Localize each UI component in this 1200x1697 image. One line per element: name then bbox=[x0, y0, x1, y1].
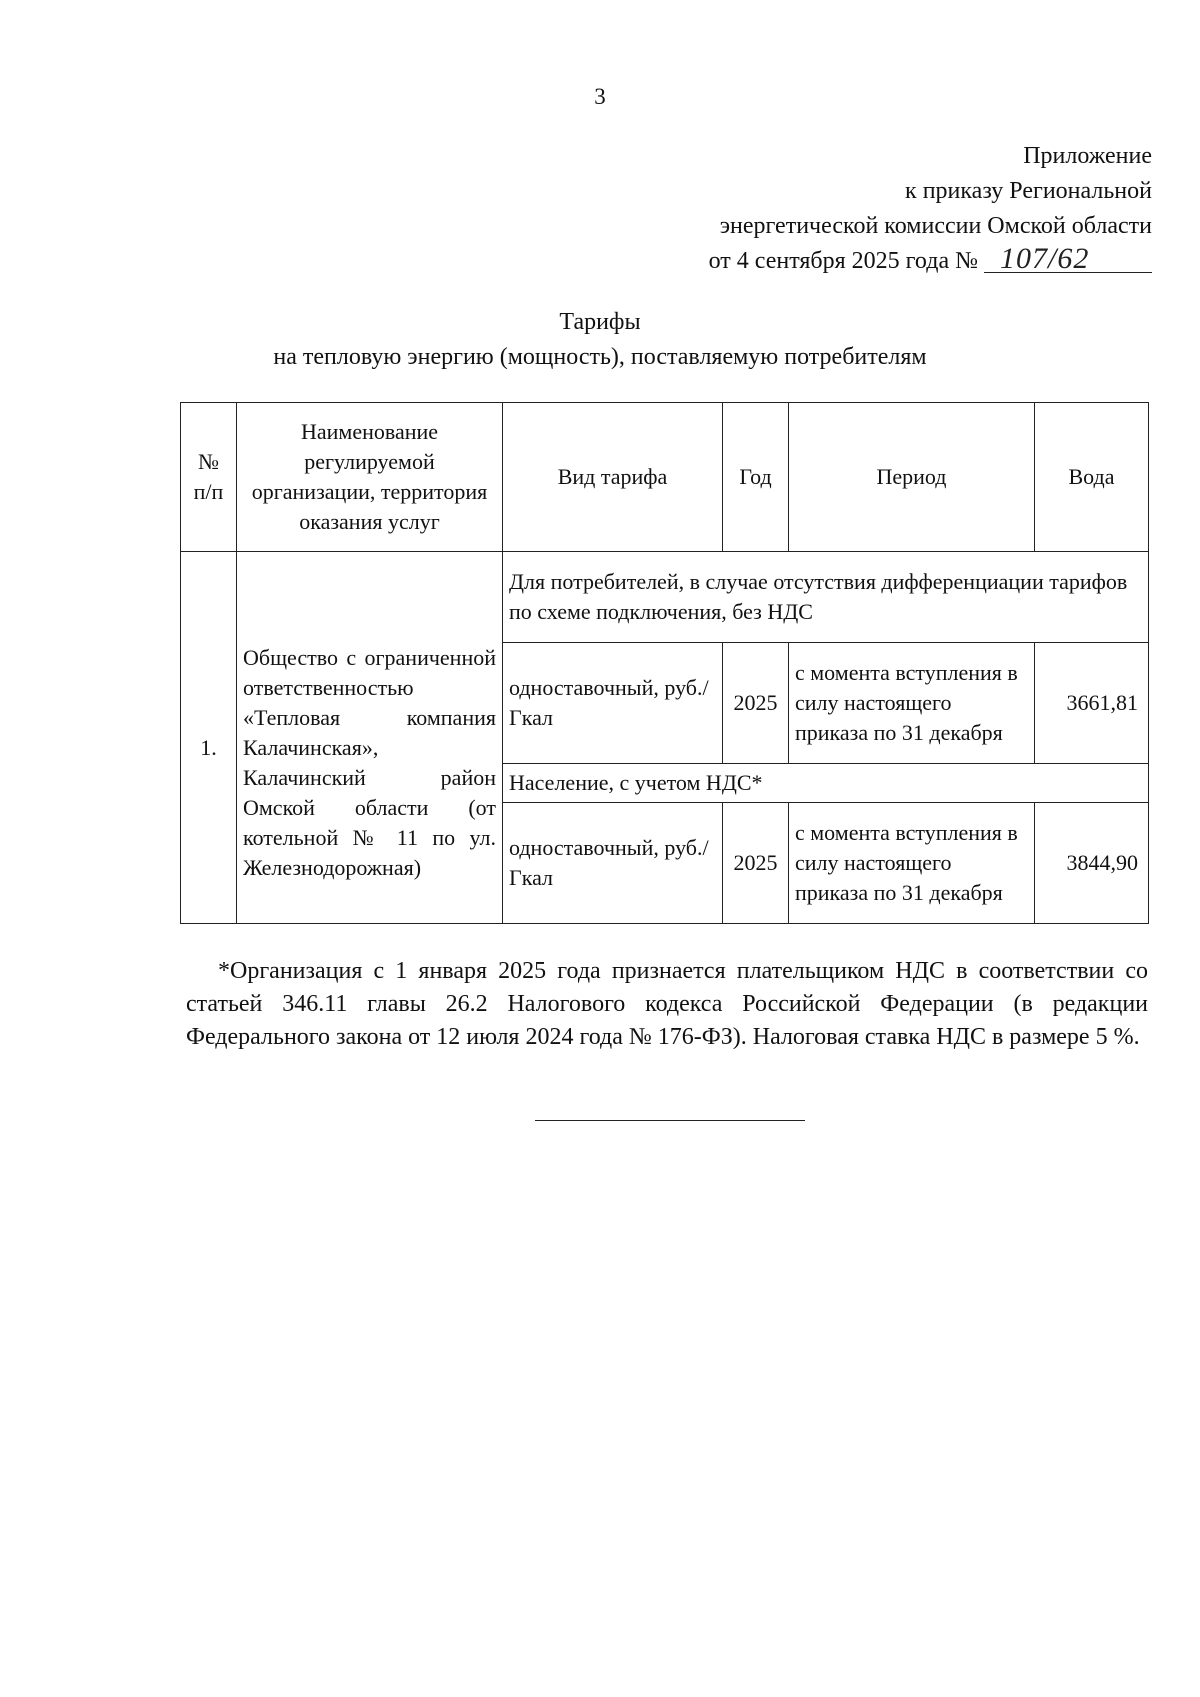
table-header-row bbox=[181, 403, 1149, 552]
header-year: Год bbox=[723, 403, 789, 552]
appendix-commission: энергетической комиссии Омской области bbox=[719, 213, 1152, 239]
tariff-period: с момента вступления в силу настоящего приказа по 31 декабря bbox=[789, 803, 1035, 924]
appendix-order-ref: к приказу Региональной bbox=[905, 178, 1152, 204]
header-organization: Наименование регулируемой организации, территория оказания услуг bbox=[237, 403, 503, 552]
tariff-year: 2025 bbox=[723, 643, 789, 764]
header-period: Период bbox=[789, 403, 1035, 552]
section-title: Население, с учетом НДС* bbox=[503, 764, 1149, 803]
tariff-value: 3844,90 bbox=[1035, 803, 1149, 924]
appendix-date-line bbox=[709, 244, 1152, 279]
section-title: Для потребителей, в случае отсутствия дифференциации тарифов по схеме подключения, без НДС bbox=[503, 552, 1149, 643]
row-number: 1. bbox=[181, 552, 237, 924]
appendix-label: Приложение bbox=[1023, 143, 1152, 169]
page-number: 3 bbox=[594, 84, 606, 109]
table-row bbox=[181, 552, 1149, 643]
tariff-value: 3661,81 bbox=[1035, 643, 1149, 764]
tariff-type: одноставочный, руб./Гкал bbox=[503, 803, 723, 924]
tariff-table bbox=[180, 402, 1149, 924]
tariff-type: одноставочный, руб./Гкал bbox=[503, 643, 723, 764]
tariff-year: 2025 bbox=[723, 803, 789, 924]
organization-cell bbox=[237, 552, 503, 924]
header-water: Вода bbox=[1035, 403, 1149, 552]
organization-name: Общество с ограниченной ответственностью «Тепловая компания Калачинская», Калачинский район Омской области (от котельной № 11 по ул. Железнодорожная) bbox=[243, 644, 496, 880]
title-main: Тарифы bbox=[559, 309, 641, 335]
appendix-header bbox=[709, 139, 1152, 279]
document-title bbox=[0, 305, 1200, 375]
handwritten-order-number: 107/62 bbox=[984, 246, 1152, 273]
header-tariff-type: Вид тарифа bbox=[503, 403, 723, 552]
end-divider bbox=[535, 1120, 805, 1121]
header-num: № п/п bbox=[181, 403, 237, 552]
title-subtitle: на тепловую энергию (мощность), поставляемую потребителям bbox=[273, 344, 927, 370]
footnote-text: *Организация с 1 января 2025 года признается плательщиком НДС в соответствии со статьей 346.11 главы 26.2 Налогового кодекса Российской Федерации (в редакции Федерального закона от 12 июля 2024 года № 176-ФЗ). Налоговая ставка НДС в размере 5 %. bbox=[186, 958, 1148, 1050]
appendix-date: от 4 сентября 2025 года № bbox=[708, 248, 978, 274]
tariff-period: с момента вступления в силу настоящего приказа по 31 декабря bbox=[789, 643, 1035, 764]
footnote bbox=[186, 955, 1148, 1054]
